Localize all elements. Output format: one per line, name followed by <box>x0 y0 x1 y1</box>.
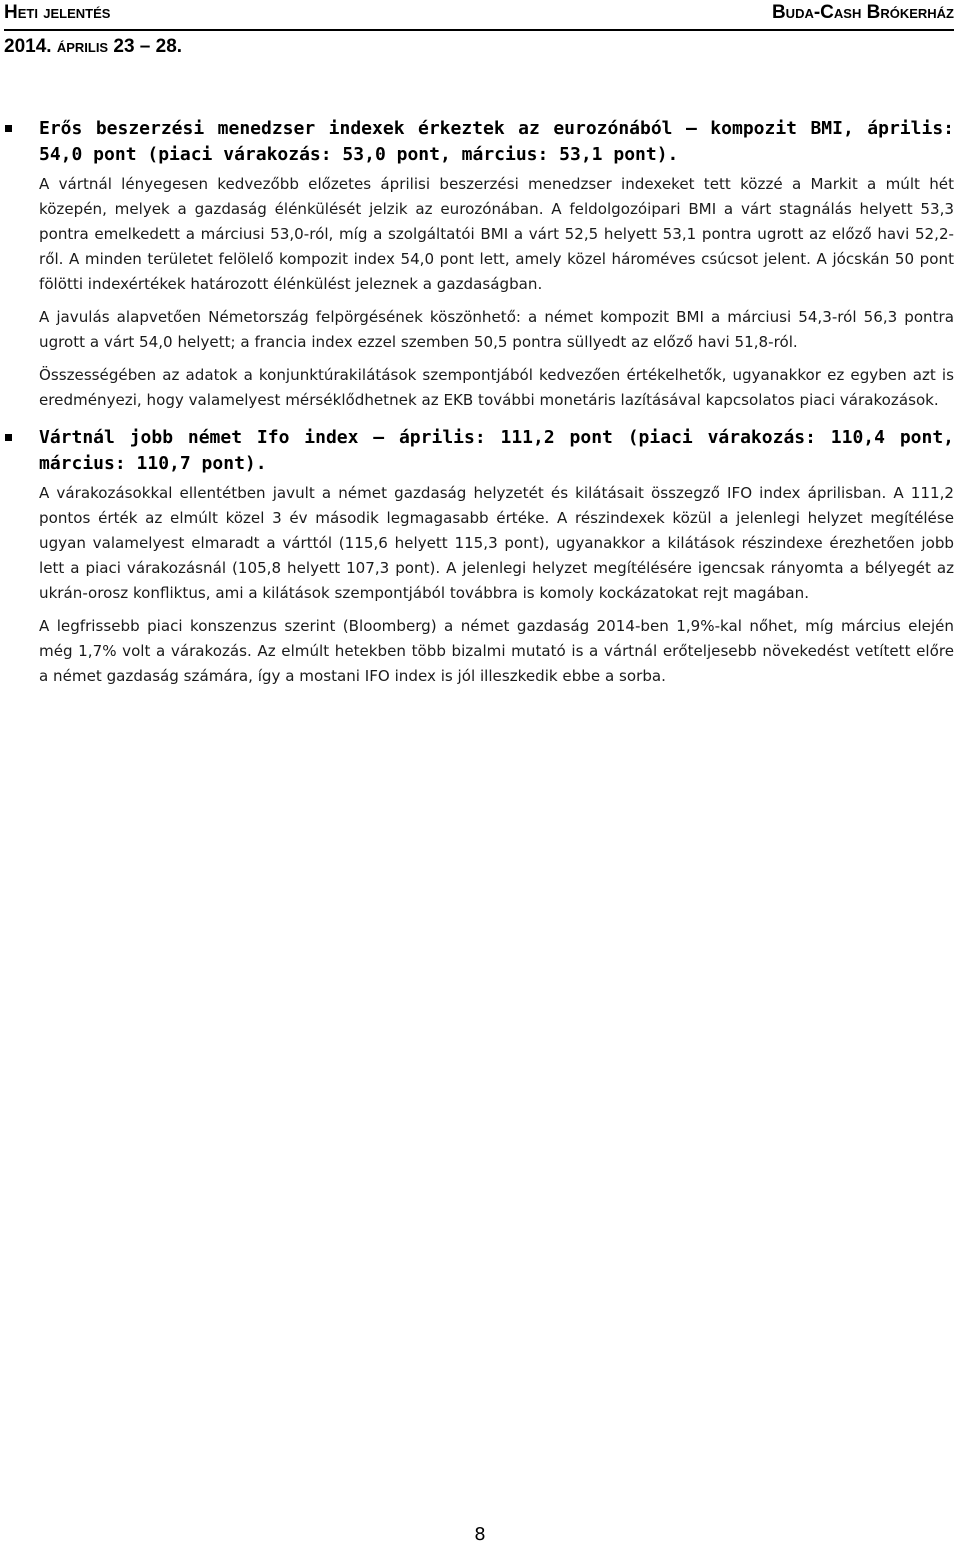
section-german-ifo <box>0 425 954 689</box>
paragraph: A várakozásokkal ellentétben javult a német gazdaság helyzetét és kilátásait összegző IFO index áprilisban. A 111,2 pontos érték az elmúlt közel 3 év második legmagasabb értéke. A részindexek közül a jelenlegi helyzet megítélése ugyan valamelyest elmaradt a várttól (115,6 helyett 115,3 pont), ugyanakkor a kilátások részindexe érezhetően jobb lett a piaci várakozásnál (105,8 helyett 107,3 pont). A jelenlegi helyzet megítélésére igencsak rányomta a bélyegét az ukrán-orosz konfliktus, ami a kilátások szempontjából továbbra is komoly kockázatokat rejt magában. <box>39 484 954 602</box>
square-bullet-icon <box>5 434 12 441</box>
header-rule <box>4 29 954 31</box>
report-title: Heti jelentés <box>4 2 111 23</box>
paragraph: Összességében az adatok a konjunktúrakilátások szempontjából kedvezően értékelhetők, ugyanakkor ez egyben azt is eredményezi, hogy valamelyest mérséklődhetnek az EKB további monetáris lazításával kapcsolatos piaci várakozások. <box>39 366 954 409</box>
company-name: Buda-Cash Brókerház <box>771 2 954 23</box>
section-heading: Vártnál jobb német Ifo index – április: 111,2 pont (piaci várakozás: 110,4 pont, március: 110,7 pont). <box>39 427 954 474</box>
page-number: 8 <box>474 1524 486 1545</box>
paragraph: A legfrissebb piaci konszenzus szerint (Bloomberg) a német gazdaság 2014-ben 1,9%-kal nőhet, míg március elején még 1,7% volt a várakozás. Az elmúlt hetekben több bizalmi mutató is a vártnál erőteljesebb növekedést vetített előre a német gazdaság számára, így a mostani IFO index is jól illeszkedik ebbe a sorba. <box>39 617 954 685</box>
report-date: 2014. április 23 – 28. <box>4 36 183 57</box>
section-heading: Erős beszerzési menedzser indexek érkeztek az eurozónából – kompozit BMI, április: 54,0 pont (piaci várakozás: 53,0 pont, március: 53,1 pont). <box>39 118 954 165</box>
report-body <box>0 116 954 701</box>
square-bullet-icon <box>5 125 12 132</box>
page-header <box>4 0 954 62</box>
section-eurozone-pmi <box>0 116 954 413</box>
paragraph: A vártnál lényegesen kedvezőbb előzetes áprilisi beszerzési menedzser indexeket tett közzé a Markit a múlt hét közepén, melyek a gazdaság élénkülését jelzik az eurozónában. A feldolgozóipari BMI a várt stagnálás helyett 53,3 pontra emelkedett a márciusi 53,0-ról, míg a szolgáltatói BMI a várt 52,5 helyett 53,1 pontra ugrott az előző havi 52,2-ről. A minden területet felölelő kompozit index 54,0 pont lett, amely közel hároméves csúcsot jelent. A jócskán 50 pont fölötti indexértékek határozott élénkülést jeleznek a gazdaságban. <box>39 175 954 293</box>
paragraph: A javulás alapvetően Németország felpörgésének köszönhető: a német kompozit BMI a márciusi 54,3-ról 56,3 pontra ugrott a várt 54,0 helyett; a francia index ezzel szemben 50,5 pontra süllyedt az előző havi 51,8-ról. <box>39 308 954 351</box>
